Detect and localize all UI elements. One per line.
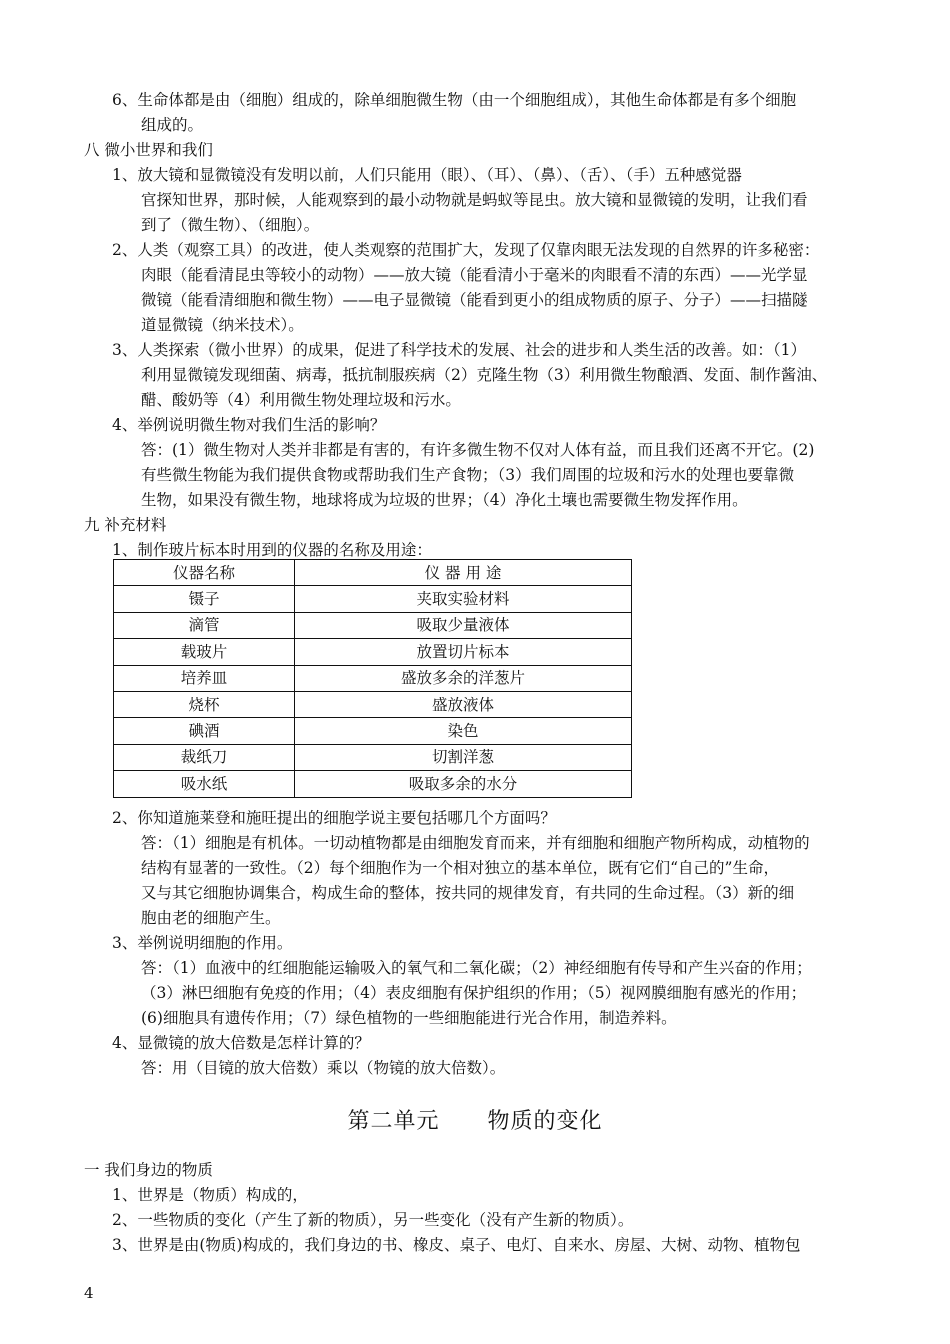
- text-line: 醋、酸奶等（4）利用微生物处理垃圾和污水。: [141, 391, 461, 409]
- text-line: 1、世界是（物质）构成的，: [112, 1186, 308, 1204]
- table-cell: 吸取少量液体: [295, 612, 632, 638]
- table-cell: 烧杯: [114, 691, 295, 717]
- table-row: [114, 665, 632, 691]
- unit-name: 物质的变化: [487, 1109, 603, 1134]
- unit-number: 第二单元: [347, 1109, 440, 1134]
- text-line: 肉眼（能看清昆虫等较小的动物）——放大镜（能看清小于毫米的肉眼看不清的东西）——光学显: [141, 266, 808, 284]
- table-cell: 吸水纸: [114, 771, 295, 797]
- table-cell: 镊子: [114, 586, 295, 612]
- question-line: 2、你知道施莱登和施旺提出的细胞学说主要包括哪几个方面吗？: [112, 809, 556, 827]
- section-heading: 八 微小世界和我们: [84, 141, 213, 159]
- table-cell: 盛放多余的洋葱片: [295, 665, 632, 691]
- table-row: [114, 586, 632, 612]
- table-cell: 夹取实验材料: [295, 586, 632, 612]
- table-header-cell: 仪器名称: [114, 560, 295, 586]
- text-line: 6、生命体都是由（细胞）组成的，除单细胞微生物（由一个细胞组成），其他生命体都是有多个细胞: [112, 91, 797, 109]
- answer-line: 结构有显著的一致性。（2）每个细胞作为一个相对独立的基本单位，既有它们“自己的”生命，: [141, 859, 779, 877]
- table-header-row: [114, 560, 632, 586]
- text-line: 道显微镜（纳米技术）。: [141, 316, 304, 334]
- question-line: 4、显微镜的放大倍数是怎样计算的？: [112, 1034, 370, 1052]
- text-line: 3、人类探索（微小世界）的成果，促进了科学技术的发展、社会的进步和人类生活的改善。如：（1）: [112, 341, 806, 359]
- table-row: [114, 771, 632, 797]
- text-line: 组成的。: [141, 116, 204, 134]
- question-line: 4、举例说明微生物对我们生活的影响？: [112, 416, 386, 434]
- table-cell: 载玻片: [114, 639, 295, 665]
- table-cell: 培养皿: [114, 665, 295, 691]
- table-row: [114, 612, 632, 638]
- table-cell: 染色: [295, 718, 632, 744]
- instrument-table: [113, 559, 632, 798]
- table-cell: 盛放液体: [295, 691, 632, 717]
- answer-line: (6)细胞具有遗传作用；（7）绿色植物的一些细胞能进行光合作用，制造养料。: [141, 1009, 677, 1027]
- unit-title: [0, 1107, 950, 1137]
- text-line: 3、世界是由(物质)构成的，我们身边的书、橡皮、桌子、电灯、自来水、房屋、大树、动物、植物包: [112, 1236, 801, 1254]
- answer-line: 又与其它细胞协调集合，构成生命的整体，按共同的规律发育，有共同的生命过程。（3）新的细: [141, 884, 795, 902]
- section-heading: 九 补充材料: [84, 516, 167, 534]
- table-cell: 滴管: [114, 612, 295, 638]
- question-line: 3、举例说明细胞的作用。: [112, 934, 293, 952]
- answer-line: 答：用（目镜的放大倍数）乘以（物镜的放大倍数）。: [141, 1059, 506, 1077]
- text-line: 2、人类（观察工具）的改进，使人类观察的范围扩大，发现了仅靠肉眼无法发现的自然界的许多秘密：: [112, 241, 820, 259]
- table-cell: 放置切片标本: [295, 639, 632, 665]
- table-row: [114, 744, 632, 770]
- text-line: 1、放大镜和显微镜没有发明以前，人们只能用（眼）、（耳）、（鼻）、（舌）、（手）五种感觉器: [112, 166, 742, 184]
- text-line: 2、一些物质的变化（产生了新的物质），另一些变化（没有产生新的物质）。: [112, 1211, 634, 1229]
- table-row: [114, 639, 632, 665]
- answer-line: 答：(1）微生物对人类并非都是有害的，有许多微生物不仅对人体有益，而且我们还离不开它。(2): [141, 441, 815, 459]
- table-row: [114, 691, 632, 717]
- answer-line: 有些微生物能为我们提供食物或帮助我们生产食物；（3）我们周围的垃圾和污水的处理也要靠微: [141, 466, 795, 484]
- text-line: 到了（微生物）、（细胞）。: [141, 216, 320, 234]
- answer-line: 胞由老的细胞产生。: [141, 909, 281, 927]
- section-heading: 一 我们身边的物质: [84, 1161, 213, 1179]
- answer-line: （3）淋巴细胞有免疫的作用；（4）表皮细胞有保护组织的作用；（5）视网膜细胞有感光的作用；: [141, 984, 807, 1002]
- table-header-cell: 仪 器 用 途: [295, 560, 632, 586]
- text-line: 微镜（能看清细胞和微生物）——电子显微镜（能看到更小的组成物质的原子、分子）——扫描隧: [141, 291, 808, 309]
- text-line: 1、制作玻片标本时用到的仪器的名称及用途：: [112, 541, 432, 559]
- text-line: 利用显微镜发现细菌、病毒，抵抗制服疾病（2）克隆生物（3）利用微生物酿酒、发面、制作酱油、: [141, 366, 828, 384]
- answer-line: 答：（1）细胞是有机体。一切动植物都是由细胞发育而来，并有细胞和细胞产物所构成，动植物的: [141, 834, 810, 852]
- table-cell: 碘酒: [114, 718, 295, 744]
- table-cell: 裁纸刀: [114, 744, 295, 770]
- answer-line: 生物，如果没有微生物，地球将成为垃圾的世界；（4）净化土壤也需要微生物发挥作用。: [141, 491, 748, 509]
- text-line: 官探知世界，那时候，人能观察到的最小动物就是蚂蚁等昆虫。放大镜和显微镜的发明，让我们看: [141, 191, 808, 209]
- table-row: [114, 718, 632, 744]
- answer-line: 答：（1）血液中的红细胞能运输吸入的氧气和二氧化碳；（2）神经细胞有传导和产生兴奋的作用；: [141, 959, 812, 977]
- table-cell: 切割洋葱: [295, 744, 632, 770]
- page-number: 4: [84, 1284, 94, 1302]
- table-cell: 吸取多余的水分: [295, 771, 632, 797]
